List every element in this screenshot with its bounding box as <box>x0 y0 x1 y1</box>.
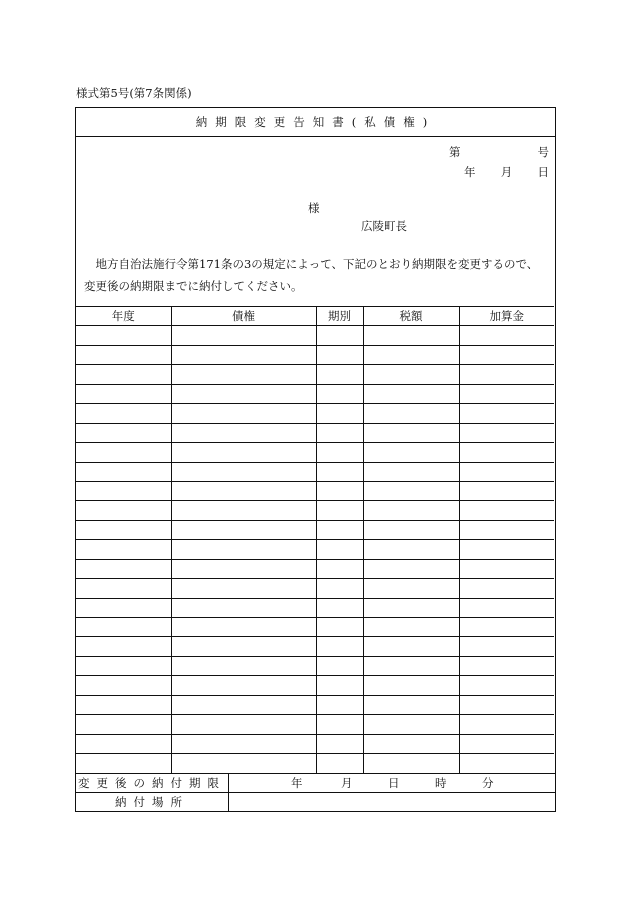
table-row <box>76 423 554 442</box>
document-number <box>449 144 549 160</box>
table-row <box>76 462 554 481</box>
table-row <box>76 384 554 403</box>
table-cell <box>363 559 459 578</box>
table-cell <box>363 618 459 637</box>
table-cell <box>316 462 363 481</box>
table-cell <box>316 384 363 403</box>
table-row <box>76 598 554 617</box>
table-cell <box>363 598 459 617</box>
table-row <box>76 676 554 695</box>
table-cell <box>76 734 171 753</box>
table-cell <box>363 384 459 403</box>
table-cell <box>363 715 459 734</box>
table-row <box>76 695 554 714</box>
table-cell <box>363 462 459 481</box>
table-cell <box>316 326 363 345</box>
table-cell <box>459 579 554 598</box>
table-cell <box>171 501 316 520</box>
table-cell <box>76 423 171 442</box>
table-cell <box>76 345 171 364</box>
table-row <box>76 404 554 423</box>
table-cell <box>316 365 363 384</box>
table-cell <box>316 676 363 695</box>
table-cell <box>459 501 554 520</box>
table-cell <box>171 384 316 403</box>
table-cell <box>316 481 363 500</box>
table-cell <box>76 637 171 656</box>
table-cell <box>316 618 363 637</box>
table-cell <box>76 365 171 384</box>
issue-date <box>464 164 549 180</box>
table-row <box>76 540 554 559</box>
table-cell <box>459 326 554 345</box>
column-header-tax-amount: 税額 <box>363 307 459 326</box>
table-cell <box>76 326 171 345</box>
table-cell <box>316 559 363 578</box>
table-cell <box>171 676 316 695</box>
table-cell <box>316 443 363 462</box>
table-cell <box>363 481 459 500</box>
table-cell <box>459 754 554 773</box>
table-cell <box>316 695 363 714</box>
table-cell <box>76 481 171 500</box>
deadline-label: 変更後の納付期限 <box>76 774 229 793</box>
table-cell <box>459 637 554 656</box>
table-cell <box>459 345 554 364</box>
deadline-year: 年 <box>291 776 303 790</box>
column-header-installment: 期別 <box>316 307 363 326</box>
table-row <box>76 637 554 656</box>
table-cell <box>76 695 171 714</box>
table-cell <box>316 715 363 734</box>
table-cell <box>76 559 171 578</box>
column-header-claim: 債権 <box>171 307 316 326</box>
deadline-day: 日 <box>388 776 400 790</box>
deadline-hour: 時 <box>435 776 447 790</box>
table-cell <box>459 520 554 539</box>
table-cell <box>171 481 316 500</box>
table-cell <box>316 579 363 598</box>
table-cell <box>459 481 554 500</box>
issuer: 広陵町長 <box>361 219 407 233</box>
table-cell <box>171 520 316 539</box>
table-cell <box>76 520 171 539</box>
table-cell <box>76 754 171 773</box>
table-cell <box>316 345 363 364</box>
table-row <box>76 618 554 637</box>
table-cell <box>363 579 459 598</box>
date-day: 日 <box>537 165 549 179</box>
table-row <box>76 754 554 773</box>
table-cell <box>171 365 316 384</box>
deadline-value <box>228 774 555 793</box>
table-cell <box>76 462 171 481</box>
addressee: 様 <box>308 201 320 215</box>
table-cell <box>316 598 363 617</box>
table-cell <box>171 598 316 617</box>
table-row <box>76 443 554 462</box>
table-cell <box>316 734 363 753</box>
table-cell <box>363 365 459 384</box>
table-cell <box>459 734 554 753</box>
payment-place-value <box>228 793 555 812</box>
deadline-month: 月 <box>341 776 353 790</box>
table-cell <box>171 579 316 598</box>
table-cell <box>171 637 316 656</box>
table-cell <box>459 559 554 578</box>
table-cell <box>76 404 171 423</box>
table-row <box>76 365 554 384</box>
table-row <box>76 520 554 539</box>
table-cell <box>76 384 171 403</box>
table-cell <box>316 754 363 773</box>
table-cell <box>171 404 316 423</box>
table-cell <box>363 540 459 559</box>
table-cell <box>459 695 554 714</box>
table-cell <box>316 540 363 559</box>
table-cell <box>459 656 554 675</box>
table-cell <box>316 423 363 442</box>
table-cell <box>171 695 316 714</box>
table-cell <box>363 695 459 714</box>
table-cell <box>363 656 459 675</box>
table-cell <box>363 520 459 539</box>
table-cell <box>363 734 459 753</box>
table-cell <box>76 443 171 462</box>
table-cell <box>76 715 171 734</box>
table-cell <box>316 637 363 656</box>
table-cell <box>363 443 459 462</box>
payment-place-row <box>76 792 555 812</box>
table-row <box>76 481 554 500</box>
form-number-label: 様式第5号(第7条関係) <box>76 86 192 100</box>
column-header-surcharge: 加算金 <box>459 307 554 326</box>
table-cell <box>76 676 171 695</box>
form-title: 納期限変更告知書(私債権) <box>76 108 555 137</box>
table-cell <box>171 754 316 773</box>
table-cell <box>316 404 363 423</box>
table-cell <box>363 676 459 695</box>
date-month: 月 <box>500 165 513 179</box>
table-header-row <box>76 307 554 326</box>
table-cell <box>459 384 554 403</box>
table-cell <box>171 540 316 559</box>
table-cell <box>76 540 171 559</box>
table-cell <box>171 423 316 442</box>
table-row <box>76 715 554 734</box>
table-cell <box>459 404 554 423</box>
payment-place-label: 納付場所 <box>76 793 229 812</box>
table-cell <box>459 540 554 559</box>
table-cell <box>76 598 171 617</box>
table-cell <box>363 637 459 656</box>
notice-form <box>75 107 556 812</box>
table-cell <box>171 443 316 462</box>
notice-body: 地方自治法施行令第171条の3の規定によって、下記のとおり納期限を変更するので、変更後の納期限までに納付してください。 <box>84 257 539 293</box>
number-prefix: 第 <box>449 145 461 159</box>
table-cell <box>363 345 459 364</box>
table-cell <box>459 618 554 637</box>
table-row <box>76 326 554 345</box>
table-cell <box>363 501 459 520</box>
table-row <box>76 345 554 364</box>
table-row <box>76 579 554 598</box>
table-cell <box>363 754 459 773</box>
table-cell <box>171 462 316 481</box>
table-cell <box>363 404 459 423</box>
table-cell <box>171 734 316 753</box>
table-row <box>76 734 554 753</box>
table-row <box>76 559 554 578</box>
table-cell <box>459 423 554 442</box>
number-suffix: 号 <box>537 145 549 159</box>
table-cell <box>171 715 316 734</box>
table-cell <box>76 656 171 675</box>
table-row <box>76 656 554 675</box>
date-year: 年 <box>464 165 476 179</box>
table-cell <box>171 618 316 637</box>
table-cell <box>76 618 171 637</box>
table-cell <box>459 676 554 695</box>
table-cell <box>363 423 459 442</box>
table-row <box>76 501 554 520</box>
deadline-row <box>76 773 555 793</box>
table-cell <box>363 326 459 345</box>
table-cell <box>459 598 554 617</box>
table-cell <box>316 501 363 520</box>
table-cell <box>316 520 363 539</box>
table-cell <box>171 345 316 364</box>
table-cell <box>459 443 554 462</box>
table-cell <box>171 559 316 578</box>
table-cell <box>459 715 554 734</box>
deadline-minute: 分 <box>482 776 494 790</box>
table-cell <box>459 462 554 481</box>
table-cell <box>171 656 316 675</box>
table-cell <box>459 365 554 384</box>
claims-table <box>76 306 554 774</box>
table-cell <box>316 656 363 675</box>
table-cell <box>171 326 316 345</box>
table-cell <box>76 501 171 520</box>
column-header-fiscal-year: 年度 <box>76 307 171 326</box>
table-cell <box>76 579 171 598</box>
